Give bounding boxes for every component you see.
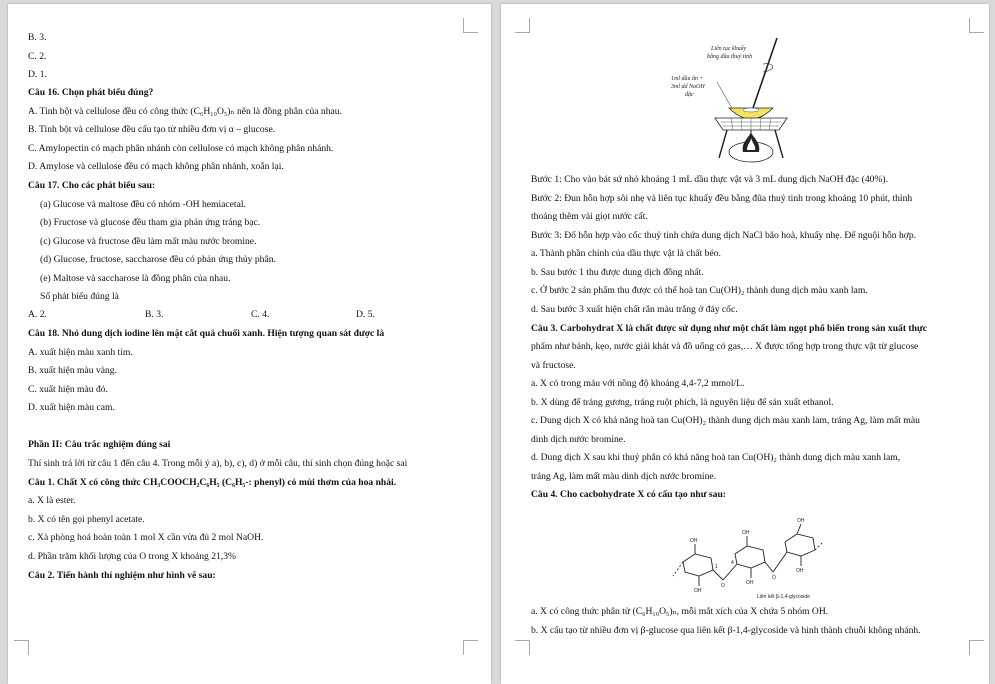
label-stir-1: Liên tục khuấy xyxy=(711,46,747,52)
text-line: a. X có trong máu với nồng độ khoảng 4,4-7,2 mmol/L. xyxy=(531,378,745,389)
margin-mark-bottom-right xyxy=(969,640,984,655)
text-line: tráng Ag, làm mất màu dinh dịch nước bromine. xyxy=(531,471,717,482)
text-line: Bước 3: Đổ hỗn hợp vào cốc thuỷ tinh chứa dung dịch NaCl bão hoà, khuấy nhẹ. Để nguội hỗn hợp. xyxy=(531,230,917,241)
text-line: Câu 2. Tiến hành thí nghiệm như hình vẽ sau: xyxy=(28,570,216,581)
text-line: (b) Fructose và glucose đều tham gia phản ứng tráng bạc. xyxy=(40,217,261,228)
carbon-number-1: 1 xyxy=(715,564,718,570)
text-line: Câu 16. Chọn phát biểu đúng? xyxy=(28,87,154,98)
text-line: D. 5. xyxy=(356,309,375,320)
text-line: Câu 4. Cho cacbohydrate X có cấu tạo như sau: xyxy=(531,489,726,500)
text-line: (e) Maltose và saccharose là đồng phân của nhau. xyxy=(40,273,231,284)
text-line: Bước 1: Cho vào bát sứ nhỏ khoảng 1 mL dầu thực vật và 3 mL dung dịch NaOH đặc (40%). xyxy=(531,174,889,185)
margin-mark-top-left xyxy=(515,18,530,33)
text-line: D. Amylose và cellulose đều có mạch không phân nhánh, xoắn lại. xyxy=(28,161,284,172)
glucose-ring-2 xyxy=(735,546,765,568)
text-line: B. Tinh bột và cellulose đều cấu tạo từ nhiều đơn vị α – glucose. xyxy=(28,124,276,135)
text-line: c. Dung dịch X có khả năng hoà tan Cu(OH)₂ thành dung dịch màu xanh lam, tráng Ag, làm mất màu xyxy=(531,415,920,426)
text-line: C. xuất hiện màu đỏ. xyxy=(28,384,108,395)
oh-label-6: OH xyxy=(796,568,804,574)
text-line: và fructose. xyxy=(531,360,576,371)
oh-label-5: OH xyxy=(797,518,805,524)
text-line: (c) Glucose và fructose đều làm mất màu nước bromine. xyxy=(40,236,257,247)
text-line: c. Xà phòng hoá hoàn toàn 1 mol X cần vừa đủ 2 mol NaOH. xyxy=(28,532,264,543)
oil-layer xyxy=(743,108,759,112)
text-line: A. xuất hiện màu xanh tím. xyxy=(28,347,133,358)
text-line: Bước 2: Đun hỗn hợp sôi nhẹ và liên tục khuấy đều bằng đũa thuỷ tinh trong khoảng 10 phút, thỉnh xyxy=(531,193,913,204)
label-mix-3: đặc xyxy=(685,92,694,98)
margin-mark-bottom-right xyxy=(463,640,478,655)
label-stir-2: bằng đũa thuỷ tinh xyxy=(707,54,753,60)
glycosidic-oxygen-2: O xyxy=(772,575,776,581)
text-line: c. Ở bước 2 sản phẩm thu được có thể hoà tan Cu(OH)₂ thành dung dịch màu xanh lam. xyxy=(531,285,868,296)
saponification-apparatus-figure xyxy=(671,34,811,170)
text-line: a. Thành phần chính của dầu thực vật là chất béo. xyxy=(531,248,721,259)
text-line: Thí sinh trả lời từ câu 1 đến câu 4. Trong mỗi ý a), b), c), d) ở mỗi câu, thí sinh chọn đúng hoặc sai xyxy=(28,458,408,469)
oh-label-3: OH xyxy=(742,530,750,536)
text-line: Câu 17. Cho các phát biểu sau: xyxy=(28,180,156,191)
text-line: b. X có tên gọi phenyl acetate. xyxy=(28,514,145,525)
carbon-number-4: 4 xyxy=(731,560,734,566)
glucose-ring-1 xyxy=(683,554,713,576)
text-line: B. 3. xyxy=(28,32,47,43)
text-line: d. Phần trăm khối lượng của O trong X khoảng 21,3% xyxy=(28,551,236,562)
text-line: C. 4. xyxy=(251,309,270,320)
label-mix-2: 3ml dd NaOH xyxy=(671,84,705,90)
text-line: Câu 1. Chất X có công thức CH₃COOCH₂C₆H₅ (C₆H₅-: phenyl) có mùi thơm của hoa nhài. xyxy=(28,477,397,488)
cellulose-structure-figure xyxy=(661,514,831,600)
margin-mark-bottom-left xyxy=(14,640,29,655)
text-line: Số phát biểu đúng là xyxy=(40,291,119,302)
text-line: (d) Glucose, fructose, saccharose đều có phản ứng thủy phân. xyxy=(40,254,276,265)
text-line: D. xuất hiện màu cam. xyxy=(28,402,115,413)
text-line: b. Sau bước 1 thu được dung dịch đồng nhất. xyxy=(531,267,704,278)
text-line: phẩm như bánh, kẹo, nước giải khát và đồ uống có gas,… X được tổng hợp trong thực vật từ glucose xyxy=(531,341,919,352)
text-line: A. Tinh bột và cellulose đều có công thức (C₆H₁₀O₅)ₙ nên là đồng phân của nhau. xyxy=(28,106,342,117)
document-page-right xyxy=(501,4,989,684)
glycoside-caption: Liên kết β-1,4-glycoside xyxy=(757,594,810,600)
text-line: dinh dịch nước bromine. xyxy=(531,434,626,445)
text-line: A. 2. xyxy=(28,309,47,320)
margin-mark-top-right xyxy=(969,18,984,33)
wire-gauze xyxy=(715,118,787,130)
text-line: a. X là ester. xyxy=(28,495,76,506)
burner-flame xyxy=(729,132,773,162)
margin-mark-top-right xyxy=(463,18,478,33)
text-line: C. Amylopectin có mạch phân nhánh còn cellulose có mạch không phân nhánh. xyxy=(28,143,334,154)
document-page-left xyxy=(8,4,491,684)
glycosidic-oxygen-1: O xyxy=(721,583,725,589)
text-line: B. xuất hiện màu vàng. xyxy=(28,365,117,376)
text-line: Câu 3. Carbohydrat X là chất được sử dụng như một chất làm ngọt phổ biến trong sản xuất thực xyxy=(531,323,927,334)
text-line: d. Dung dịch X sau khi thuỷ phân có khả năng hoà tan Cu(OH)₂ thành dung dịch màu xanh lam, xyxy=(531,452,901,463)
text-line: a. X có công thức phân tử (C₆H₁₀O₅)ₙ, mỗi mắt xích của X chứa 5 nhóm OH. xyxy=(531,606,829,617)
text-line: B. 3. xyxy=(145,309,164,320)
label-mix-1: 1ml dầu ăn + xyxy=(671,76,704,82)
text-line: d. Sau bước 3 xuất hiện chất rắn màu trắng ở đáy cốc. xyxy=(531,304,738,315)
text-line: b. X cấu tạo từ nhiều đơn vị β-glucose qua liên kết β-1,4-glycoside và hình thành chuỗi không nhánh. xyxy=(531,625,921,636)
margin-mark-bottom-left xyxy=(515,640,530,655)
text-line: Phần II: Câu trắc nghiệm đúng sai xyxy=(28,439,171,450)
oh-label-1: OH xyxy=(690,538,698,544)
oh-label-4: OH xyxy=(746,580,754,586)
text-line: Câu 18. Nhỏ dung dịch iodine lên mặt cắt quả chuối xanh. Hiện tượng quan sát được là xyxy=(28,328,385,339)
text-line: C. 2. xyxy=(28,51,47,62)
text-line: b. X dùng để tráng gương, tráng ruột phích, là nguyên liệu để sản xuất ethanol. xyxy=(531,397,834,408)
text-line: D. 1. xyxy=(28,69,47,80)
text-line: thoảng thêm vài giọt nước cất. xyxy=(531,211,648,222)
label-pointer xyxy=(717,82,733,110)
text-line: (a) Glucose và maltose đều có nhóm -OH hemiacetal. xyxy=(40,199,246,210)
glucose-ring-3 xyxy=(785,534,815,556)
oh-label-2: OH xyxy=(694,588,702,594)
glass-stirring-rod xyxy=(753,38,777,108)
